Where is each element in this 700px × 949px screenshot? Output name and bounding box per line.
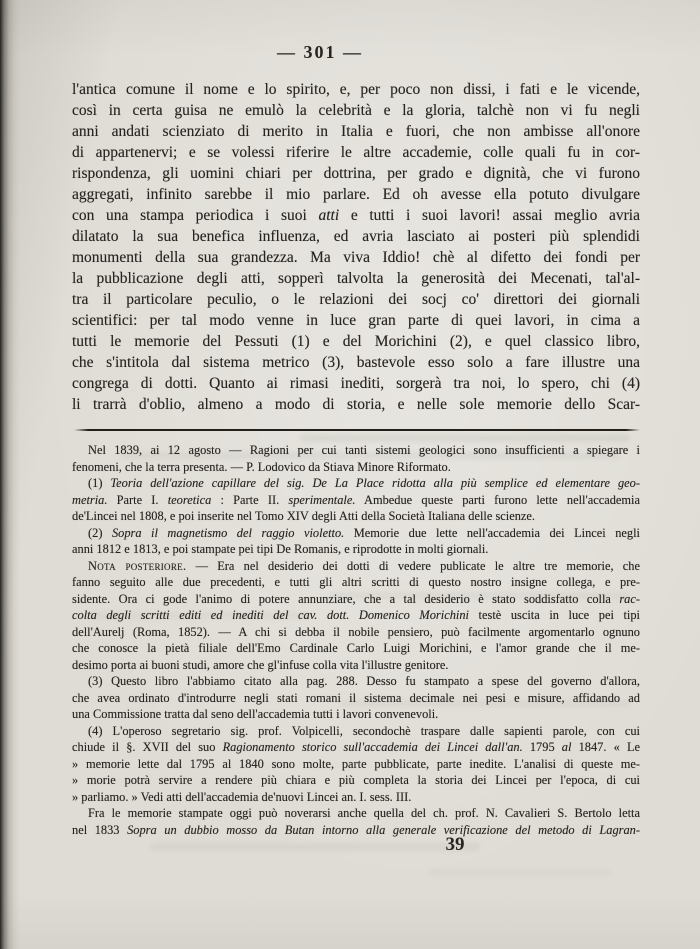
text-segment: sidente. Ora ci gode l'animo di potere annunziare, che a tal desiderio è stato soddisfatto colla — [72, 591, 620, 606]
text-line — [72, 442, 640, 459]
text-segment: rac- — [619, 591, 640, 606]
text-segment: — Era nel desiderio dei dotti di vedere publicate le altre tre memorie, che — [186, 558, 640, 573]
text-line — [72, 205, 640, 226]
text-line — [72, 247, 640, 268]
text-segment: Ambedue queste parti furono lette nell'accademia — [355, 492, 640, 507]
text-segment: teoretica — [167, 492, 212, 507]
text-line — [72, 805, 640, 822]
text-segment: : Parte II. — [211, 492, 289, 507]
text-segment: Nel 1839, ai 12 agosto — Ragioni per cui tanti sistemi geologici sono insufficienti a spiegare i — [88, 443, 640, 457]
text-segment: congrega di dotti. Quanto ai rimasi inediti, sorgerà tra noi, lo spero, chi (4) — [72, 375, 640, 392]
text-segment: Fra le memorie stampate oggi può noverarsi anche quella del ch. prof. N. Cavalieri S. Bertolo letta — [88, 806, 640, 820]
text-line — [72, 756, 640, 773]
text-line — [72, 706, 640, 723]
text-line — [72, 352, 640, 373]
text-line — [72, 163, 640, 184]
signature-number: 39 — [445, 834, 465, 855]
text-segment: anni andati scienziato di merito in Italia e fuori, che non ambisse all'onore — [72, 123, 640, 140]
text-segment: la pubblicazione degli atti, sopperì talvolta la generosità dei Mecenati, tal'al- — [72, 270, 640, 287]
text-line — [72, 574, 640, 591]
text-line — [72, 673, 640, 690]
text-segment: li trarrà d'oblio, almeno a modo di storia, e nelle sole memorie dello Scar- — [72, 396, 640, 413]
text-segment: così in certa guisa ne emulò la celebrità e la gloria, talchè non vi fu negli — [72, 102, 640, 119]
text-line — [72, 607, 640, 624]
text-line — [72, 373, 640, 394]
text-segment: dilatato la sua benefica influenza, ed avria lasciato ai posteri più splendidi — [72, 228, 640, 245]
bleedthrough-smudge — [300, 434, 630, 442]
text-segment: anni 1812 e 1813, e poi stampate pei tipi De Romanis, e riprodotte in molti giornali. — [72, 542, 489, 556]
text-segment: e tutti i suoi lavori! assai meglio avria — [339, 207, 640, 224]
text-line — [72, 475, 640, 492]
text-segment: Sopra il magnetismo del raggio violetto. — [111, 525, 345, 540]
text-line — [72, 541, 640, 558]
text-line — [72, 624, 640, 641]
text-segment: dell'Aurelj (Roma, 1852). — A chi si debba il nobile pensiero, può facilmente argomentarlo ognuno — [72, 624, 640, 639]
page-number-header: — 301 — — [277, 42, 363, 62]
footnotes-block — [72, 442, 640, 838]
text-segment: atti — [318, 207, 340, 224]
text-segment: tra il particolare peculio, o le relazioni dei socj co' direttori dei giornali — [72, 291, 640, 308]
text-line — [72, 789, 640, 806]
bleedthrough-smudge — [150, 843, 480, 851]
text-segment: scientifici: per tal modo venne in luce gran parte di quei lavori, in cima a — [72, 312, 640, 329]
text-line — [72, 525, 640, 542]
text-line — [72, 723, 640, 740]
text-line — [72, 142, 640, 163]
text-segment: metria. — [72, 492, 108, 507]
text-line — [72, 100, 640, 121]
text-segment: che avea ordinato d'introdurre negli stati romani il sistema decimale nei pesi e misure, affidando ad — [72, 690, 640, 705]
text-line — [72, 591, 640, 608]
text-line — [72, 459, 640, 476]
text-segment: fenomeni, che la terra presenta. — P. Lodovico da Stiava Minore Riformato. — [72, 459, 451, 474]
text-segment: fanno seguito alle due precedenti, e tutti gli altri scritti di questo nostro insigne collega, e pre- — [72, 575, 640, 589]
text-line — [72, 184, 640, 205]
text-segment: (3) Questo libro l'abbiamo citato alla pag. 288. Desso fu stampato a spese del governo d'allora, — [88, 674, 640, 688]
text-segment: (1) — [88, 476, 111, 490]
text-segment: che s'intitola dal sistema metrico (3), bastevole esso solo a fare illustre una — [72, 354, 640, 371]
text-line — [72, 772, 640, 789]
text-line — [72, 508, 640, 525]
text-segment: » parliamo. » Vedi atti dell'accademia de'nuovi Lincei an. I. sess. III. — [72, 789, 412, 804]
text-segment: di appartenervi; e se volessi riferire le altre accademie, colle quali fu in cor- — [72, 144, 640, 161]
text-segment: Ragionamento storico sull'accademia dei Lincei dall'an. — [222, 740, 523, 754]
text-line — [72, 121, 640, 142]
text-line — [72, 79, 640, 100]
binding-shadow — [0, 0, 20, 949]
text-segment: sperimentale. — [288, 492, 356, 507]
text-segment: una Commissione tratta dal seno dell'accademia tutti i lavori convenevoli. — [72, 707, 439, 721]
footnote-separator-rule — [74, 429, 640, 431]
text-segment: testè uscita in luce pei tipi — [468, 608, 640, 622]
text-line — [72, 822, 640, 839]
text-segment: 1847. « Le — [571, 740, 640, 754]
text-segment: Teoria dell'azione capillare del sig. De La Place ridotta alla più semplice ed elementare geo- — [110, 476, 640, 490]
text-line — [72, 289, 640, 310]
text-segment: con una stampa periodica i suoi — [72, 207, 319, 224]
bleedthrough-smudge — [430, 869, 610, 876]
text-segment: colta degli scritti editi ed inediti del cav. dott. Domenico Morichini — [72, 608, 469, 622]
text-segment: » morie potrà servire a rendere più chiara e più completa la storia dei Lincei per l'epoca, di cui — [72, 773, 640, 787]
text-line — [72, 558, 640, 575]
text-line — [72, 739, 640, 756]
text-segment: Memorie due lette nell'accademia dei Lincei negli — [344, 525, 640, 540]
text-segment: l'antica comune il nome e lo spirito, e, per poco non dissi, i fati e le vicende, — [72, 81, 640, 98]
text-line — [72, 394, 640, 415]
text-segment: Parte I. — [107, 492, 168, 507]
text-line — [72, 226, 640, 247]
text-segment: (4) L'operoso segretario sig. prof. Volpicelli, secondochè traspare dalle sapienti parole, con cui — [88, 723, 640, 738]
text-segment: Nota posteriore. — [88, 558, 187, 573]
text-segment: chiude il §. XVII del suo — [72, 740, 223, 754]
text-segment: monumenti della sua grandezza. Ma viva Iddio! chè al difetto dei fondi per — [72, 249, 640, 266]
text-segment: Sopra un dubbio mosso da Butan intorno alla generale verificazione del metodo di Lagran- — [127, 822, 640, 837]
text-line — [72, 657, 640, 674]
text-segment: tutti le memorie del Pessuti (1) e del Morichini (2), e quel classico libro, — [72, 333, 640, 350]
text-line — [72, 690, 640, 707]
text-segment: de'Lincei nel 1808, e poi inserite nel Tomo XIV degli Atti della Società Italiana delle scienze. — [72, 509, 536, 523]
text-segment: » memorie lette dal 1795 al 1840 sono molte, parte pubblicate, parte inedite. L'analisi di queste me- — [72, 756, 640, 771]
text-segment: al — [561, 740, 572, 754]
main-text-block — [72, 79, 640, 415]
text-segment: rispondenza, gli uomini chiari per dottrina, per grado e dignità, che vi furono — [72, 165, 640, 182]
text-segment: 1795 — [522, 740, 562, 754]
text-segment: (2) — [88, 525, 112, 540]
text-segment: nel 1833 — [72, 822, 128, 837]
text-line — [72, 492, 640, 509]
text-line — [72, 640, 640, 657]
text-line — [72, 268, 640, 289]
text-line — [72, 310, 640, 331]
text-segment: che conosce la pietà filiale dell'Emo Cardinale Carlo Luigi Morichini, e l'amor grande che il me- — [72, 641, 640, 655]
text-line — [72, 331, 640, 352]
text-segment: aggregati, infinito sarebbe il mio parlare. Ed oh avesse ella potuto divulgare — [72, 186, 640, 203]
text-segment: desimo porta ai buoni studi, amore che gl'infuse colla vita l'illustre genitore. — [72, 657, 449, 672]
